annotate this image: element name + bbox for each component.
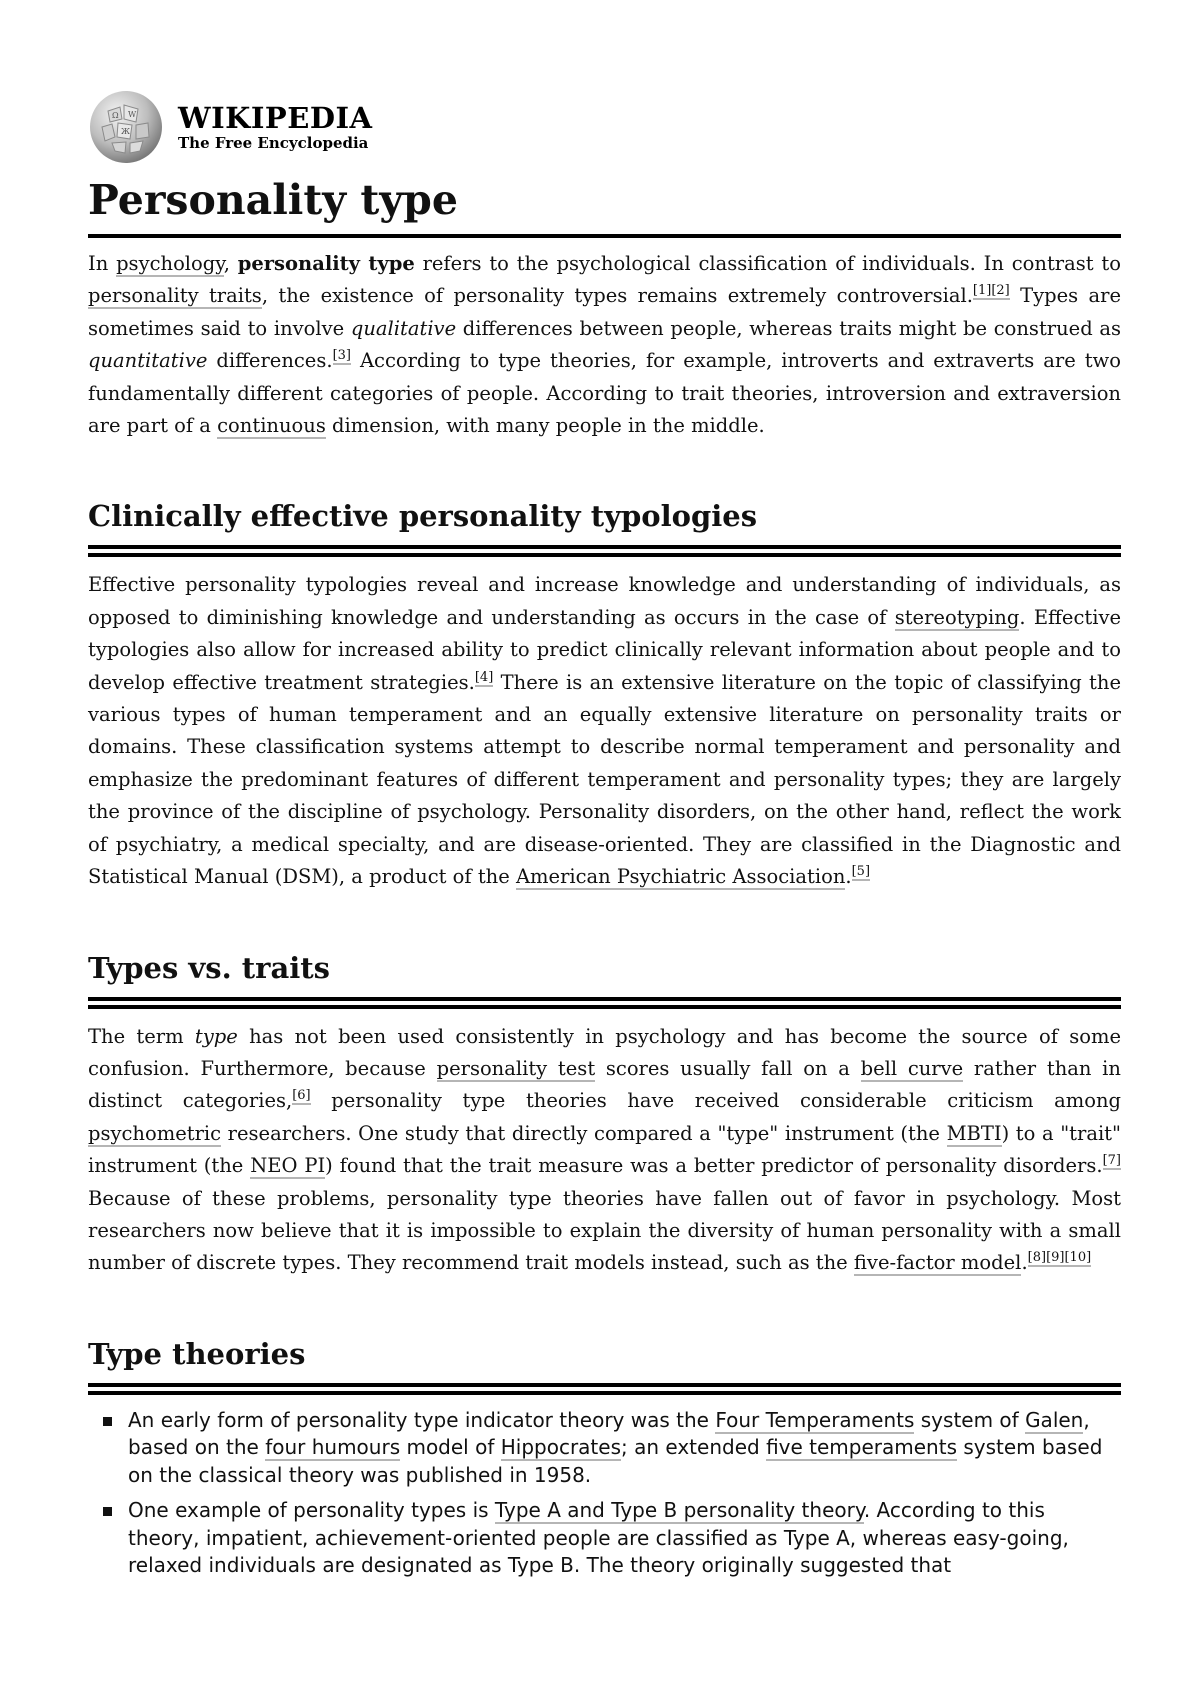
section-paragraph	[88, 569, 1121, 893]
divider-line	[88, 553, 1121, 557]
svg-text:Ω: Ω	[112, 111, 119, 120]
text-run: , based on the	[128, 1407, 1090, 1460]
text-run: system based on the classical theory was published in 1958.	[128, 1435, 1103, 1487]
divider-line	[88, 1383, 1121, 1387]
wiki-link[interactable]: psychology	[116, 252, 224, 275]
wiki-link[interactable]: NEO PI	[250, 1154, 326, 1178]
divider-line	[88, 997, 1121, 1001]
wiki-link[interactable]: stereotyping	[894, 605, 1020, 629]
wiki-link[interactable]: American Psychiatric Association	[515, 865, 846, 889]
wordmark	[178, 102, 373, 152]
text-run: Effective personality typologies reveal and increase knowledge and understanding of individuals, as opposed to diminishing knowledge and understanding as occurs in the case of	[88, 573, 1121, 629]
text-run: An early form of personality type indicator theory was the	[128, 1407, 716, 1432]
text-run: ) found that the trait measure was a better predictor of personality disorders.	[325, 1154, 1103, 1178]
wiki-link[interactable]: five temperaments	[766, 1435, 957, 1460]
article-sections	[88, 496, 1121, 1579]
citation-ref-text[interactable]: [9]	[1046, 1250, 1065, 1266]
wiki-link[interactable]: Type A and Type B personality theory	[494, 1498, 864, 1523]
bullet-icon	[103, 1417, 112, 1426]
italic-term: quantitative	[88, 349, 208, 373]
text-run: , the existence of personality types remains extremely controversial.	[261, 284, 973, 308]
citation-ref-text[interactable]: [1]	[972, 283, 992, 299]
wiki-link[interactable]: continuous	[217, 414, 326, 438]
citation-ref[interactable]	[1028, 1250, 1046, 1267]
text-run: scores usually fall on a	[595, 1056, 861, 1080]
citation-ref-text[interactable]: [10]	[1064, 1250, 1092, 1266]
wikipedia-logo[interactable]	[88, 88, 1121, 166]
text-run: Because of these problems, personality type theories have fallen out of favor in psychology. Most researchers now believe that it is impossible to explain the diversity of human personality with a small number of discrete types. They recommend trait models instead, such as the	[88, 1186, 1121, 1275]
text-run: Types are sometimes said to involve	[88, 284, 1121, 340]
section-divider	[88, 1383, 1121, 1395]
wiki-link[interactable]: Four Temperaments	[715, 1407, 915, 1432]
bullet-list	[88, 1407, 1121, 1580]
article-page	[88, 88, 1121, 1588]
section-heading: Types vs. traits	[88, 950, 330, 985]
wiki-link[interactable]: bell curve	[860, 1056, 964, 1080]
citation-ref[interactable]	[991, 283, 1009, 300]
text-run: model of	[400, 1435, 501, 1460]
text-run: In	[88, 252, 117, 275]
wiki-link[interactable]: personality test	[436, 1056, 596, 1080]
text-run: .	[1021, 1251, 1028, 1275]
citation-ref[interactable]	[1064, 1250, 1091, 1267]
text-run: dimension, with many people in the middle.	[325, 414, 765, 438]
wordmark-title: WIKIPEDIA	[178, 101, 373, 135]
text-run: . According to this theory, impatient, achievement-oriented people are classified as Type A, whereas easy-going, relaxed individuals are designated as Type B. The theory originally suggested that	[128, 1498, 1069, 1578]
citation-ref[interactable]	[852, 864, 870, 881]
text-run: ) to a "trait" instrument (the	[88, 1121, 1121, 1178]
citation-ref[interactable]	[1103, 1153, 1121, 1170]
text-run: One example of personality types is	[128, 1498, 495, 1523]
wiki-link[interactable]: personality traits	[88, 284, 262, 308]
citation-ref-text[interactable]: [8]	[1027, 1250, 1047, 1266]
bullet-icon	[103, 1507, 112, 1516]
title-divider	[88, 234, 1121, 238]
citation-ref[interactable]	[1046, 1250, 1064, 1267]
text-run: researchers. One study that directly compared a "type" instrument (the	[221, 1121, 947, 1145]
text-run: ,	[223, 252, 238, 275]
citation-ref[interactable]	[333, 348, 351, 365]
wiki-link[interactable]: four humours	[265, 1435, 401, 1460]
citation-ref-text[interactable]: [6]	[292, 1088, 311, 1104]
text-run: There is an extensive literature on the topic of classifying the various types of human temperament and an equally extensive literature on personality traits or domains. These classification systems attempt to describe normal temperament and personality and emphasize the predominant features of different temperament and personality types; they are largely the province of the discipline of psychology. Personality disorders, on the other hand, reflect the work of psychiatry, a medical specialty, and are disease-oriented. They are classified in the Diagnostic and Statistical Manual (DSM), a product of the	[88, 670, 1121, 889]
text-run: differences between people, whereas traits might be construed as	[456, 316, 1121, 340]
text-run: system of	[914, 1407, 1026, 1432]
citation-ref[interactable]	[973, 283, 991, 300]
text-run: has not been used consistently in psychology and has become the source of some confusion. Furthermore, because	[88, 1024, 1121, 1080]
section-divider	[88, 545, 1121, 557]
italic-term: qualitative	[350, 316, 457, 340]
text-run: ; an extended	[621, 1435, 767, 1460]
text-run: . Effective typologies also allow for increased ability to predict clinically relevant information about people and to develop effective treatment strategies.	[88, 605, 1121, 694]
svg-text:Ж: Ж	[121, 127, 130, 136]
wiki-link[interactable]: psychometric	[88, 1121, 222, 1145]
citation-ref-text[interactable]: [2]	[991, 283, 1010, 299]
wordmark-subtitle: The Free Encyclopedia	[178, 134, 369, 152]
text-run: The term	[88, 1024, 195, 1048]
citation-ref[interactable]	[475, 670, 493, 687]
svg-text:W: W	[128, 110, 137, 119]
text-run: personality type theories have received considerable criticism among	[310, 1089, 1122, 1113]
text-run: differences.	[207, 349, 333, 373]
list-item	[88, 1407, 1121, 1490]
divider-line	[88, 1005, 1121, 1009]
wiki-link[interactable]: Hippocrates	[500, 1435, 621, 1460]
text-run: According to type theories, for example, introverts and extraverts are two fundamentally different categories of people. According to trait theories, introversion and extraversion are part of a	[88, 349, 1121, 438]
intro-paragraph	[88, 248, 1121, 442]
text-run: .	[845, 865, 852, 889]
bold-term: personality type	[237, 252, 415, 275]
citation-ref[interactable]	[292, 1088, 310, 1105]
citation-ref-text[interactable]: [5]	[851, 864, 871, 880]
citation-ref-text[interactable]: [3]	[332, 348, 351, 364]
wikipedia-globe-icon	[88, 89, 164, 165]
wiki-link[interactable]: Galen	[1025, 1407, 1084, 1432]
wiki-link[interactable]: five-factor model	[853, 1251, 1022, 1275]
section-divider	[88, 997, 1121, 1009]
section-paragraph	[88, 1021, 1121, 1280]
divider-line	[88, 1391, 1121, 1395]
list-item	[88, 1497, 1121, 1580]
section-heading: Clinically effective personality typologies	[88, 499, 758, 534]
wiki-link[interactable]: MBTI	[946, 1121, 1002, 1145]
italic-term: type	[194, 1024, 238, 1048]
citation-ref-text[interactable]: [4]	[474, 669, 494, 685]
section-heading: Type theories	[88, 1336, 306, 1371]
text-run: refers to the psychological classification of individuals. In contrast to	[414, 252, 1121, 275]
citation-ref-text[interactable]: [7]	[1102, 1153, 1121, 1169]
text-run: rather than in distinct categories,	[88, 1056, 1121, 1113]
page-title: Personality type	[88, 176, 458, 224]
divider-line	[88, 545, 1121, 549]
